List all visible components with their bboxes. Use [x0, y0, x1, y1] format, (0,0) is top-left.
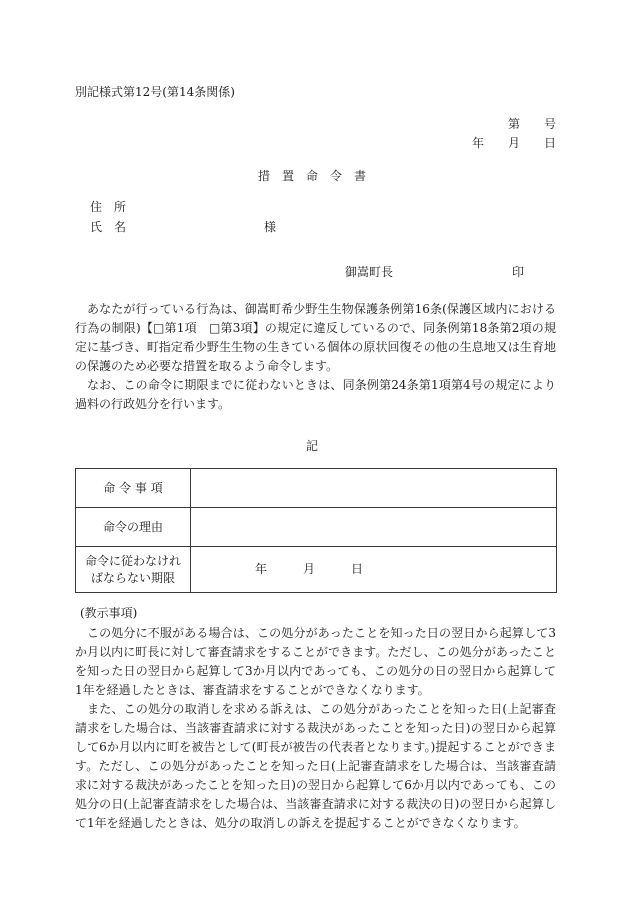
notice-paragraph: また、この処分の取消しを求める訴えは、この処分があったことを知った日(上記審査請求をした場合は、当該審査請求に対する裁決があったことを知った日)の翌日から起算して6か月以内に町を被告として(町長が被告の代表者となります。)提起することができます。ただし、この処分があったことを知った日(上記審査請求をした場合は、当該審査請求に対する裁決があったことを知った日)の翌日から起算して6か月以内であっても、この処分の日(上記審査請求をした場合は、当該審査請求に対する裁決の日)の翌日から起算して1年を経過したときは、処分の取消しの訴えを提起することができなくなります。	[75, 702, 556, 830]
address-label: 住 所	[90, 200, 127, 214]
notice-heading: (教示事項)	[80, 606, 138, 620]
name-label: 氏 名	[90, 220, 127, 234]
order-items-field	[191, 469, 557, 508]
row-label-text: 命令に従わなけれ	[84, 553, 181, 568]
order-body	[75, 300, 556, 414]
row-label-text: 命令の理由	[102, 519, 163, 534]
body-paragraph: なお、この命令に期限までに従わないときは、同条例第24条第1項第4号の規定により過料の行政処分を行います。	[75, 378, 556, 411]
row-label	[76, 469, 191, 508]
body-paragraph: あなたが行っている行為は、御嵩町希少野生生物保護条例第16条(保護区域内における行為の制限)【□第1項 □第3項】の規定に違反しているので、同条例第18条第2項の規定に基づき、町指定希少野生生物の生きている個体の原状回復その他の生息地又は生育地の保護のため必要な措置を取るよう命令します。	[75, 302, 556, 373]
document-title: 措 置 命 令 書	[258, 169, 367, 183]
notice-body	[75, 624, 556, 833]
table-row	[76, 469, 557, 508]
notice-paragraph: この処分に不服がある場合は、この処分があったことを知った日の翌日から起算して3か月以内に町長に対して審査請求をすることができます。ただし、この処分があったことを知った日の翌日から起算して3か月以内であっても、この処分の日の翌日から起算して1年を経過したときは、審査請求をすることができなくなります。	[75, 626, 556, 697]
ki-heading: 記	[306, 439, 319, 453]
document-number: 第 号	[507, 117, 556, 131]
row-label	[76, 508, 191, 547]
deadline-date-field: 年 月 日	[191, 547, 557, 593]
seal-mark: 印	[512, 265, 525, 279]
order-table	[75, 468, 557, 593]
honorific: 様	[264, 220, 277, 234]
form-label: 別記様式第12号(第14条関係)	[75, 85, 235, 99]
row-label-text: ばならない期限	[90, 570, 175, 585]
document-date: 年 月 日	[471, 136, 556, 150]
row-label	[76, 547, 191, 593]
order-reason-field	[191, 508, 557, 547]
table-row	[76, 547, 557, 593]
row-label-text: 命 令 事 項	[103, 480, 163, 495]
issuer-name: 御嵩町長	[345, 265, 394, 279]
table-row	[76, 508, 557, 547]
